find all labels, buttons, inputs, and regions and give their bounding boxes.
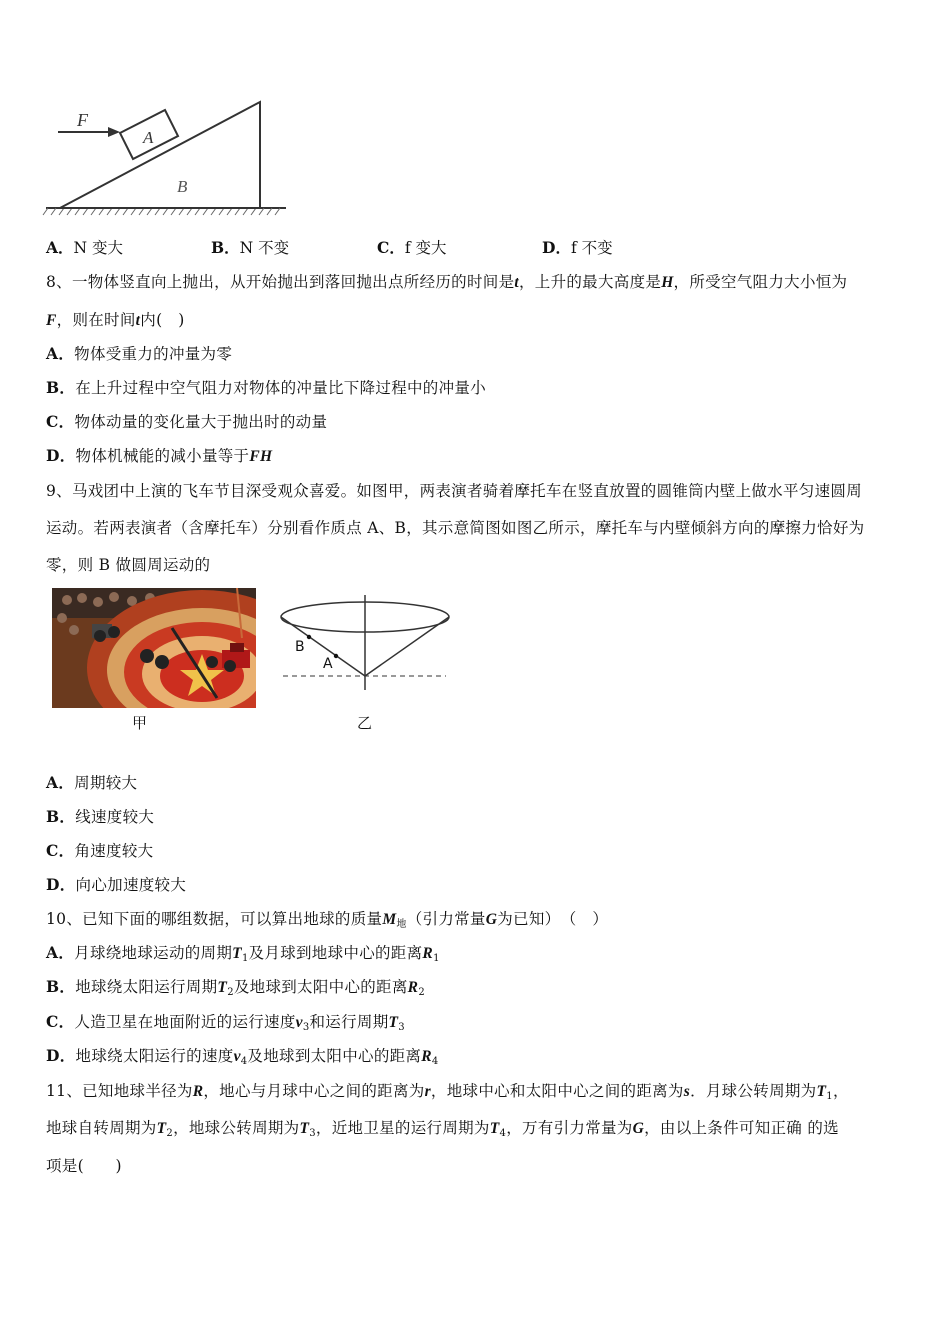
q10-option-d: D．地球绕太阳运行的速度$v_4$及地球到太阳中心的距离$R_4$	[46, 1046, 439, 1067]
q10-stem: 10、已知下面的哪组数据，可以算出地球的质量$M_地$（引力常量G为已知） （ ）	[46, 910, 609, 930]
q9-stem-line2: 运动。若两表演者（含摩托车）分别看作质点 A、B，其示意简图如图乙所示，摩托车与内壁倾斜方向的摩擦力恰好为	[46, 519, 865, 537]
q10-option-b: B．地球绕太阳运行周期$T_2$及地球到太阳中心的距离$R_2$	[46, 977, 425, 998]
q9-option-a: A．周期较大	[46, 773, 138, 792]
q9-option-b: B．线速度较大	[46, 807, 155, 826]
incline-figure	[40, 95, 295, 220]
q11-stem-line3: 项是( )	[46, 1157, 122, 1175]
label-b: B	[177, 177, 188, 196]
q7-option-d: D．f 不变	[542, 238, 613, 257]
q9-stem-line1: 9、马戏团中上演的飞车节目深受观众喜爱。如图甲，两表演者骑着摩托车在竖直放置的圆锥筒内壁上做水平匀速圆周	[46, 482, 862, 500]
label-b: B	[295, 639, 305, 655]
q10-option-c: C．人造卫星在地面附近的运行速度$v_3$和运行周期$T_3$	[46, 1012, 405, 1033]
q8-stem-line2: F，则在时间t内( )	[46, 311, 185, 329]
q7-option-c: C．f 变大	[377, 238, 447, 257]
q11-stem-line2: 地球自转周期为$T_2$，地球公转周期为$T_3$，近地卫星的运行周期为$T_4$，万有引力常量为G，由以上条件可知正确 的选	[46, 1119, 839, 1139]
q7-option-b: B．N 不变	[211, 238, 290, 257]
q9-option-d: D．向心加速度较大	[46, 875, 187, 894]
label-f: F	[77, 110, 88, 130]
q7-option-a: A．N 变大	[46, 238, 124, 257]
point-b	[307, 635, 311, 639]
caption-yi: 乙	[357, 714, 373, 732]
force-arrow-head	[108, 127, 120, 137]
point-a	[334, 654, 338, 658]
q9-stem-line3: 零，则 B 做圆周运动的	[46, 556, 211, 574]
ground-hatching	[43, 208, 280, 215]
q11-stem-line1: 11、已知地球半径为R，地心与月球中心之间的距离为r，地球中心和太阳中心之间的距离为s．月球公转周期为$T_1$，	[46, 1082, 849, 1102]
caption-jia: 甲	[132, 714, 148, 732]
label-a: A	[143, 128, 154, 147]
q8-option-a: A．物体受重力的冲量为零	[46, 344, 233, 363]
circus-photo	[52, 588, 256, 708]
q8-option-c: C．物体动量的变化量大于抛出时的动量	[46, 412, 328, 431]
q8-option-d: D．物体机械能的减小量等于FH	[46, 446, 273, 465]
cone-right-side	[365, 617, 449, 676]
q8-stem-line1: 8、一物体竖直向上抛出，从开始抛出到落回抛出点所经历的时间是t，上升的最大高度是H，所受空气阻力大小恒为	[46, 273, 848, 291]
label-a: A	[323, 656, 333, 672]
q8-option-b: B．在上升过程中空气阻力对物体的冲量比下降过程中的冲量小	[46, 378, 487, 397]
cone-diagram	[278, 590, 453, 690]
q9-option-c: C．角速度较大	[46, 841, 154, 860]
q10-option-a: A．月球绕地球运动的周期$T_1$及月球到地球中心的距离$R_1$	[46, 943, 440, 964]
